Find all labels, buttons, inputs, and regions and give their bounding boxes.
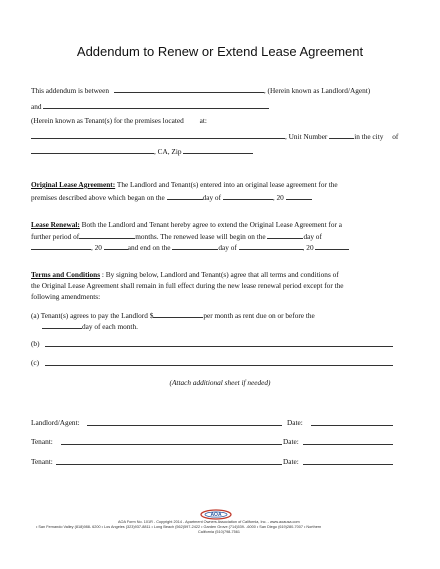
renewal-period-label: further period of: [31, 232, 80, 241]
and-label: and: [31, 102, 42, 111]
tenant1-date-field[interactable]: [303, 444, 393, 445]
attach-note: (Attach additional sheet if needed): [169, 378, 271, 387]
renewal-line-2: [31, 231, 322, 242]
city-field[interactable]: [31, 146, 154, 154]
rent-amount-field[interactable]: [153, 310, 203, 318]
terms-text-1: : By signing below, Landlord and Tenant(s) agree that all terms and conditions of: [100, 270, 339, 279]
at-label: at:: [199, 116, 207, 125]
rent-due-label: per month as rent due on or before the: [203, 311, 315, 320]
footer-northern-california: California (510)798-7561: [198, 530, 241, 534]
landlord-name-field[interactable]: [114, 85, 264, 93]
renewal-begin-month-field[interactable]: [31, 242, 91, 250]
document-title: Addendum to Renew or Extend Lease Agreement: [76, 44, 364, 59]
aoa-logo-icon: [199, 508, 233, 520]
tenant1-date-label: Date:: [283, 437, 299, 446]
amendment-c-field[interactable]: [45, 365, 393, 366]
footer-offices: • San Fernando Valley (818)988- 6200 • Los Angeles (323)937-8811 • Long Beach (562)597-2422 • Garden Grove (714)539- -6000 • San Diego (619)280-7007 • Northern: [36, 525, 322, 529]
each-month-label: day of each month.: [82, 322, 138, 331]
intro-between-label: This addendum is between: [31, 86, 110, 95]
landlord-signature-field[interactable]: [87, 425, 282, 426]
original-heading: Original Lease Agreement:: [31, 180, 116, 189]
intro-line-3: [31, 116, 207, 126]
address-field[interactable]: [31, 131, 285, 139]
amendment-b-field[interactable]: [45, 346, 393, 347]
renewal-text: Both the Landlord and Tenant hereby agree to extend the Original Lease Agreement for a: [79, 220, 342, 229]
amendment-a-line-2: [42, 321, 138, 332]
unit-number-field[interactable]: [329, 131, 354, 139]
svg-text:AOA: AOA: [210, 512, 222, 518]
renewal-heading: Lease Renewal:: [31, 220, 80, 229]
rent-due-day-field[interactable]: [42, 321, 82, 329]
landlord-date-label: Date:: [287, 418, 303, 427]
landlord-known-label: , (Herein known as Landlord/Agent): [263, 86, 371, 95]
original-text: The Landlord and Tenant(s) entered into an original lease agreement for the: [115, 180, 338, 189]
landlord-date-field[interactable]: [311, 425, 393, 426]
amendment-c-label: (c): [31, 358, 40, 367]
tenant1-signature-field[interactable]: [61, 444, 282, 445]
renewal-begin-year-field[interactable]: [104, 242, 128, 250]
renewal-dayof-label: day of: [303, 232, 322, 241]
premises-label: (Herein known as Tenant(s) for the premises located: [31, 116, 184, 125]
original-year-label: , 20: [272, 193, 284, 202]
renewal-end-label: and end on the: [127, 243, 171, 252]
original-month-field[interactable]: [223, 192, 273, 200]
unit-number-label: , Unit Number: [285, 132, 328, 141]
original-began-label: premises described above which began on the: [31, 193, 165, 202]
amendment-a-label: (a) Tenant(s) agrees to pay the Landlord $: [31, 311, 154, 320]
original-dayof-label: day of: [202, 193, 222, 202]
intro-line-2: [31, 101, 269, 112]
renewal-end-day-field[interactable]: [172, 242, 218, 250]
original-line-2: [31, 192, 312, 203]
terms-line-3: following amendments:: [31, 292, 101, 301]
tenant2-signature-field[interactable]: [56, 464, 282, 465]
renewal-line-1: [31, 220, 342, 230]
renewal-end-dayof-label: day of: [218, 243, 237, 252]
terms-line-1: [31, 270, 339, 280]
tenant2-date-field[interactable]: [303, 464, 393, 465]
landlord-signature-label: Landlord/Agent:: [31, 418, 80, 427]
amendment-a-line-1: [31, 310, 315, 321]
tenant-name-field[interactable]: [43, 101, 269, 109]
original-day-field[interactable]: [167, 192, 203, 200]
intro-line-1: [31, 85, 370, 96]
city-label: in the city: [354, 132, 384, 141]
footer-copyright: AOA Form No. 101R - Copyright 2014 - Apartment Owners Association of California, Inc. - www.aoausa.com: [118, 520, 300, 524]
renewal-end-year-label: , 20: [302, 243, 314, 252]
amendment-b-label: (b): [31, 339, 40, 348]
terms-heading: Terms and Conditions: [31, 270, 101, 279]
renewal-begin-day-field[interactable]: [267, 231, 303, 239]
renewal-months-field[interactable]: [79, 231, 135, 239]
terms-line-2: the Original Lease Agreement shall remain in full effect during the new lease renewal period except for the: [31, 281, 344, 290]
renewal-year-label: , 20: [91, 243, 102, 252]
original-line-1: [31, 180, 338, 190]
zip-label: , CA, Zip: [154, 147, 182, 156]
renewal-line-3: [31, 242, 349, 253]
renewal-end-year-field[interactable]: [315, 242, 349, 250]
of-label: of: [392, 132, 399, 141]
intro-line-4: [31, 131, 398, 142]
original-year-field[interactable]: [286, 192, 312, 200]
renewal-end-month-field[interactable]: [239, 242, 303, 250]
intro-line-5: [31, 146, 253, 157]
renewal-begin-label: months. The renewed lease will begin on the: [135, 232, 266, 241]
zip-field[interactable]: [183, 146, 253, 154]
tenant2-date-label: Date:: [283, 457, 299, 466]
tenant2-signature-label: Tenant:: [31, 457, 53, 466]
tenant1-signature-label: Tenant:: [31, 437, 53, 446]
